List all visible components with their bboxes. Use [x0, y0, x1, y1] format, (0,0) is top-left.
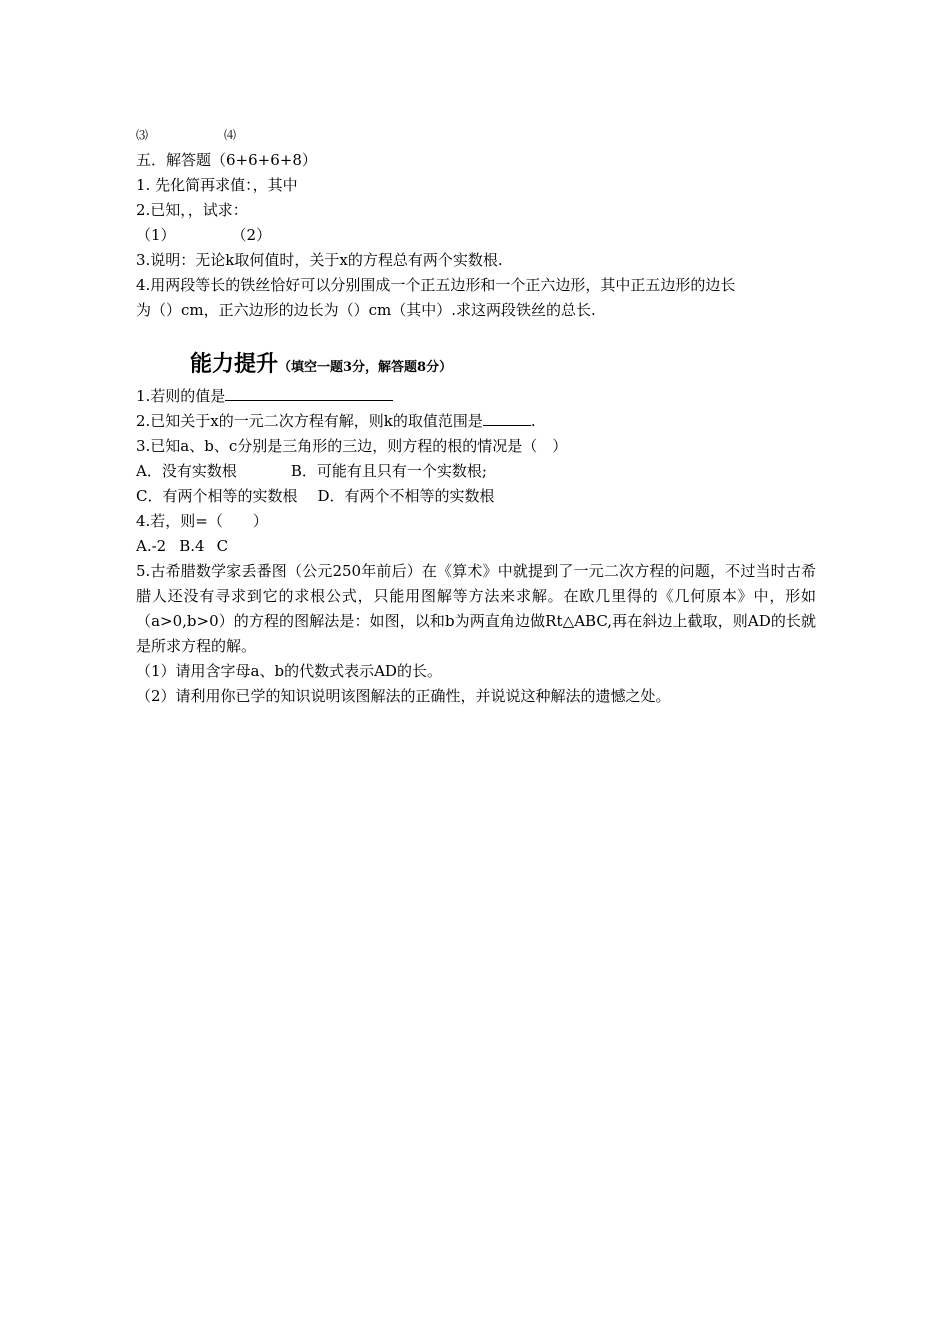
- question-5-2-part-1: （1）: [136, 226, 176, 244]
- question-5-3: 3.说明：无论k取何值时，关于x的方程总有两个实数根.: [136, 251, 503, 269]
- question-5-4-line-2: 为（）cm，正六边形的边长为（）cm（其中）.求这两段铁丝的总长.: [136, 301, 596, 319]
- sub-item-3: ⑶: [136, 128, 149, 142]
- ability-question-4-options: [136, 534, 816, 559]
- option-b: B.4: [179, 537, 205, 555]
- ability-question-2: [136, 409, 816, 434]
- ability-title: 能力提升: [190, 352, 279, 377]
- option-a: A．没有实数根: [136, 462, 237, 480]
- question-5-4-line-1: 4.用两段等长的铁丝恰好可以分别围成一个正五边形和一个正六边形，其中正五边形的边长: [136, 276, 736, 294]
- document-page: [136, 122, 816, 709]
- ability-question-3: 3.已知a、b、c分别是三角形的三边，则方程的根的情况是（ ）: [136, 437, 568, 455]
- ability-question-1: [136, 384, 816, 409]
- answer-blank: [483, 411, 531, 426]
- question-5-2: 2.已知，，试求：: [136, 201, 248, 219]
- ability-question-1-text: 1.若则的值是: [136, 387, 226, 405]
- ability-question-2-end: .: [530, 412, 536, 430]
- ability-question-5-sub-2: （2）请利用你已学的知识说明该图解法的正确性，并说说这种解法的遗憾之处。: [136, 687, 671, 705]
- option-b: B．可能有且只有一个实数根;: [290, 462, 487, 480]
- option-c: C: [216, 537, 229, 555]
- ability-question-4: 4.若，则=（ ）: [136, 512, 268, 530]
- ability-question-5: 5.古希腊数学家丢番图（公元250年前后）在《算术》中就提到了一元二次方程的问题，不过当时古希腊人还没有寻求到它的求根公式，只能用图解等方法来求解。在欧几里得的《几何原本》中，形如（a>0,b>0）的方程的图解法是：如图，以和b为两直角边做Rt△ABC,再在斜边上截取，则AD的长就是所求方程的解。: [136, 562, 816, 655]
- ability-question-3-options-cd: [136, 484, 816, 509]
- ability-question-2-text: 2.已知关于x的一元二次方程有解，则k的取值范围是: [136, 412, 483, 430]
- ability-section-title: [190, 346, 816, 384]
- question-5-2-parts: [136, 223, 816, 248]
- option-d: D．有两个不相等的实数根: [317, 487, 495, 505]
- option-c: C．有两个相等的实数根: [136, 487, 298, 505]
- ability-question-3-options-ab: [136, 459, 816, 484]
- answer-blank: [225, 386, 393, 401]
- option-a: A.-2: [136, 537, 167, 555]
- ability-question-5-sub-1: （1）请用含字母a、b的代数式表示AD的长。: [136, 662, 442, 680]
- ability-scoring-note: （填空一题3分，解答题8分）: [278, 360, 453, 375]
- sub-item-row: [136, 122, 816, 148]
- sub-item-4: ⑷: [224, 128, 237, 142]
- question-5-2-part-2: （2）: [231, 226, 272, 244]
- question-5-1: 1. 先化简再求值：，其中: [136, 176, 298, 194]
- section-heading-5: 五．解答题（6+6+6+8）: [136, 151, 317, 169]
